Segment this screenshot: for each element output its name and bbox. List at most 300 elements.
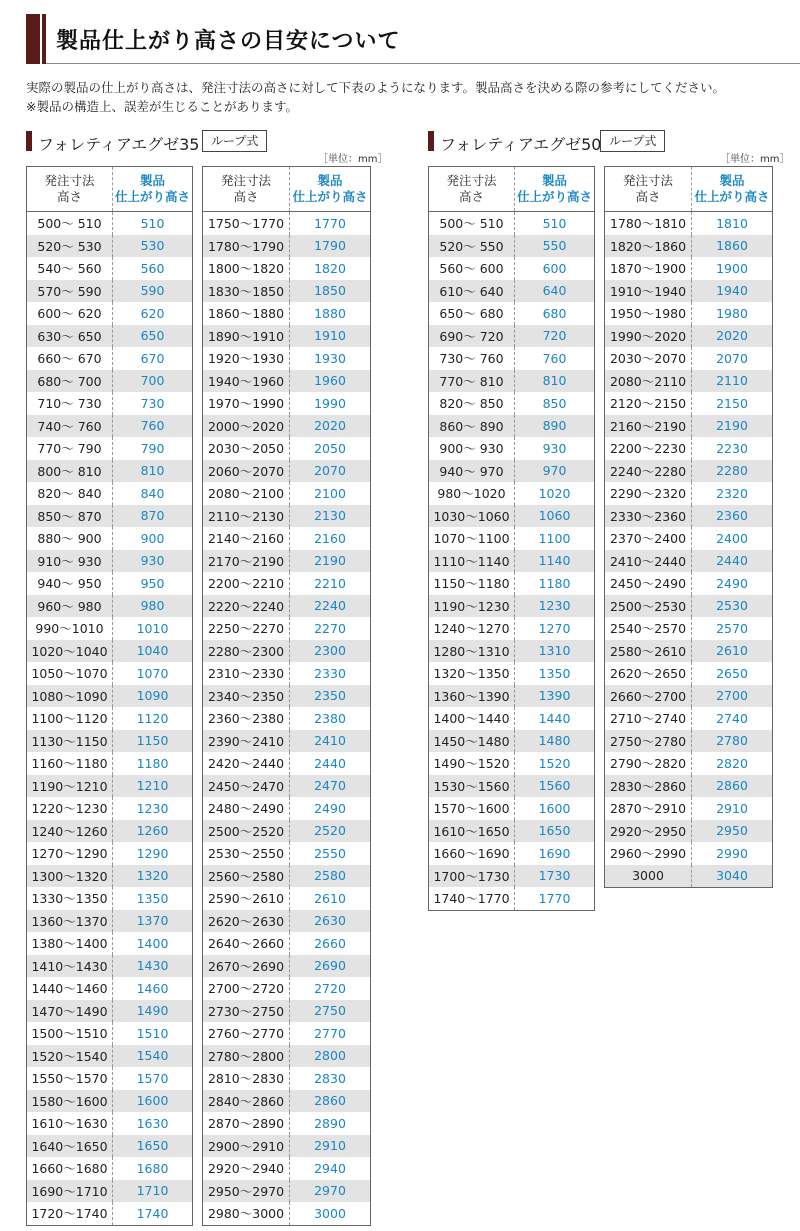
- table-row: [605, 505, 773, 528]
- table-row: [605, 662, 773, 685]
- table-row: [605, 527, 773, 550]
- finished-height-cell: 1180: [136, 755, 169, 771]
- table-row: [27, 482, 193, 505]
- table-row: [203, 482, 371, 505]
- finished-height-cell: 1480: [515, 730, 595, 753]
- order-height-cell: 2420～2440: [203, 752, 290, 775]
- finished-height-cell: 730: [140, 395, 165, 411]
- order-height-cell: 1890～1910: [203, 325, 290, 348]
- finished-height-cell: 1290: [136, 845, 169, 861]
- finished-height-cell: 2150: [716, 395, 748, 411]
- table-row: [27, 415, 193, 438]
- table-row: [27, 257, 193, 280]
- table-row: [27, 932, 193, 955]
- table-row: [605, 752, 773, 775]
- finished-height-cell: 2630: [290, 910, 371, 933]
- table-row: [429, 257, 595, 280]
- order-height-cell: 1530～1560: [429, 775, 515, 798]
- finished-height-cell: 1060: [515, 505, 595, 528]
- finished-height-cell: 2830: [314, 1070, 346, 1086]
- finished-height-cell: 2610: [314, 890, 346, 906]
- finished-height-cell: 1600: [538, 800, 571, 816]
- order-height-cell: 2620～2630: [203, 910, 290, 933]
- table-row: [27, 1000, 193, 1023]
- finished-height-cell: 1860: [692, 235, 773, 258]
- table-row: [27, 1135, 193, 1158]
- table-row: [203, 932, 371, 955]
- table-row: [203, 977, 371, 1000]
- table-row: [27, 865, 193, 888]
- table-row: [429, 617, 595, 640]
- header-text: 仕上がり高さ: [292, 189, 368, 204]
- finished-height-cell: 2800: [290, 1045, 371, 1068]
- finished-height-cell: 2210: [314, 575, 346, 591]
- order-height-cell: 1360～1370: [27, 910, 113, 933]
- finished-height-cell: 2940: [314, 1160, 346, 1176]
- finished-height-cell: 600: [542, 260, 567, 276]
- finished-height-cell: 2400: [716, 530, 748, 546]
- order-height-cell: 2530～2550: [203, 842, 290, 865]
- table-row: [203, 595, 371, 618]
- order-height-cell: 2280～2300: [203, 640, 290, 663]
- order-height-cell: 2200～2210: [203, 572, 290, 595]
- table-row: [203, 1112, 371, 1135]
- order-height-cell: 800～ 810: [27, 460, 113, 483]
- table-row: [605, 415, 773, 438]
- table-row: [203, 887, 371, 910]
- table-row: [27, 640, 193, 663]
- finished-height-cell: 3000: [314, 1205, 346, 1221]
- table-row: [429, 662, 595, 685]
- finished-height-cell: 760: [113, 415, 193, 438]
- height-table: [202, 166, 371, 1226]
- table-row: [605, 775, 773, 798]
- finished-height-cell: 1820: [314, 260, 346, 276]
- order-height-cell: 1990～2020: [605, 325, 692, 348]
- table-row: [27, 572, 193, 595]
- finished-height-cell: 1390: [515, 685, 595, 708]
- table-row: [27, 887, 193, 910]
- page-title: 製品仕上がり高さの目安について: [56, 29, 401, 54]
- finished-height-cell: 2440: [692, 550, 773, 573]
- header-order-height: [203, 167, 290, 212]
- finished-height-cell: 2190: [692, 415, 773, 438]
- header-order-height: [27, 167, 113, 212]
- table-row: [203, 1067, 371, 1090]
- order-height-cell: 710～ 730: [27, 392, 113, 415]
- table-row: [605, 280, 773, 303]
- table-row: [605, 797, 773, 820]
- order-height-cell: 520～ 550: [429, 235, 515, 258]
- order-height-cell: 1220～1230: [27, 797, 113, 820]
- header-text: 製品: [541, 173, 567, 188]
- order-height-cell: 2330～2360: [605, 505, 692, 528]
- header-text: 高さ: [458, 189, 484, 204]
- order-height-cell: 1660～1680: [27, 1157, 113, 1180]
- table-row: [429, 775, 595, 798]
- finished-height-cell: 1150: [113, 730, 193, 753]
- order-height-cell: 2080～2110: [605, 370, 692, 393]
- header-text: 発注寸法: [220, 173, 271, 188]
- order-height-cell: 1720～1740: [27, 1202, 113, 1225]
- table-row: [27, 212, 193, 235]
- finished-height-cell: 1740: [136, 1205, 169, 1221]
- table-row: [605, 730, 773, 753]
- finished-height-cell: 870: [113, 505, 193, 528]
- finished-height-cell: 1790: [290, 235, 371, 258]
- finished-height-cell: 1650: [113, 1135, 193, 1158]
- order-height-cell: 570～ 590: [27, 280, 113, 303]
- finished-height-cell: 1540: [113, 1045, 193, 1068]
- order-height-cell: 1050～1070: [27, 662, 113, 685]
- finished-height-cell: 1010: [136, 620, 169, 636]
- section-title: フォレティアエグゼ50: [440, 135, 602, 154]
- order-height-cell: 820～ 850: [429, 392, 515, 415]
- finished-height-cell: 1880: [314, 305, 346, 321]
- finished-height-cell: 2380: [314, 710, 346, 726]
- table-row: [27, 1202, 193, 1225]
- order-height-cell: 1030～1060: [429, 505, 515, 528]
- table-row: [203, 752, 371, 775]
- table-row: [203, 550, 371, 573]
- finished-height-cell: 2780: [692, 730, 773, 753]
- table-row: [203, 1135, 371, 1158]
- table-row: [429, 302, 595, 325]
- header-finished-height: [290, 167, 371, 212]
- finished-height-cell: 2550: [314, 845, 346, 861]
- order-height-cell: 1320～1350: [429, 662, 515, 685]
- header-order-height: [429, 167, 515, 212]
- order-height-cell: 2540～2570: [605, 617, 692, 640]
- header-text: 高さ: [233, 189, 259, 204]
- order-height-cell: 3000: [605, 865, 692, 888]
- finished-height-cell: 1520: [538, 755, 571, 771]
- finished-height-cell: 2350: [290, 685, 371, 708]
- finished-height-cell: 2280: [692, 460, 773, 483]
- table-row: [203, 1157, 371, 1180]
- order-height-cell: 2790～2820: [605, 752, 692, 775]
- table-row: [27, 280, 193, 303]
- order-height-cell: 880～ 900: [27, 527, 113, 550]
- table-row: [605, 302, 773, 325]
- table-row: [429, 730, 595, 753]
- table-row: [429, 820, 595, 843]
- table-row: [429, 392, 595, 415]
- order-height-cell: 2960～2990: [605, 842, 692, 865]
- finished-height-cell: 1730: [515, 865, 595, 888]
- table-row: [27, 797, 193, 820]
- order-height-cell: 2710～2740: [605, 707, 692, 730]
- finished-height-cell: 2890: [314, 1115, 346, 1131]
- table-row: [429, 752, 595, 775]
- table-row: [27, 370, 193, 393]
- finished-height-cell: 2580: [290, 865, 371, 888]
- table-row: [27, 842, 193, 865]
- table-row: [27, 460, 193, 483]
- order-height-cell: 1470～1490: [27, 1000, 113, 1023]
- table-row: [27, 617, 193, 640]
- table-row: [27, 910, 193, 933]
- order-height-cell: 1400～1440: [429, 707, 515, 730]
- header-order-height: [605, 167, 692, 212]
- finished-height-cell: 670: [140, 350, 165, 366]
- order-height-cell: 2170～2190: [203, 550, 290, 573]
- finished-height-cell: 970: [515, 460, 595, 483]
- header-text: 仕上がり高さ: [694, 189, 770, 204]
- finished-height-cell: 1490: [113, 1000, 193, 1023]
- header-text: 高さ: [635, 189, 661, 204]
- order-height-cell: 1080～1090: [27, 685, 113, 708]
- finished-height-cell: 1940: [692, 280, 773, 303]
- table-row: [429, 640, 595, 663]
- finished-height-cell: 510: [542, 215, 567, 231]
- order-height-cell: 1440～1460: [27, 977, 113, 1000]
- table-row: [203, 1202, 371, 1225]
- order-height-cell: 1240～1260: [27, 820, 113, 843]
- order-height-cell: 1190～1210: [27, 775, 113, 798]
- table-row: [605, 685, 773, 708]
- table-row: [605, 595, 773, 618]
- finished-height-cell: 2230: [716, 440, 748, 456]
- table-row: [27, 955, 193, 978]
- order-height-cell: 1110～1140: [429, 550, 515, 573]
- table-row: [203, 460, 371, 483]
- order-height-cell: 1150～1180: [429, 572, 515, 595]
- finished-height-cell: 1900: [716, 260, 748, 276]
- table-row: [429, 482, 595, 505]
- finished-height-cell: 1370: [113, 910, 193, 933]
- order-height-cell: 1520～1540: [27, 1045, 113, 1068]
- order-height-cell: 610～ 640: [429, 280, 515, 303]
- table-row: [27, 437, 193, 460]
- order-height-cell: 990～1010: [27, 617, 113, 640]
- table-row: [429, 572, 595, 595]
- finished-height-cell: 2240: [290, 595, 371, 618]
- height-table: [604, 166, 773, 888]
- table-row: [203, 437, 371, 460]
- finished-height-cell: 1230: [136, 800, 169, 816]
- finished-height-cell: 1350: [538, 665, 571, 681]
- table-row: [429, 797, 595, 820]
- finished-height-cell: 2330: [314, 665, 346, 681]
- finished-height-cell: 2050: [314, 440, 346, 456]
- finished-height-cell: 2910: [716, 800, 748, 816]
- table-row: [27, 325, 193, 348]
- table-row: [605, 370, 773, 393]
- header-finished-height: [113, 167, 193, 212]
- section-marker: [428, 131, 434, 151]
- order-height-cell: 1410～1430: [27, 955, 113, 978]
- table-row: [429, 460, 595, 483]
- table-row: [605, 212, 773, 235]
- order-height-cell: 680～ 700: [27, 370, 113, 393]
- order-height-cell: 2780～2800: [203, 1045, 290, 1068]
- table-row: [203, 302, 371, 325]
- table-row: [203, 347, 371, 370]
- order-height-cell: 2980～3000: [203, 1202, 290, 1225]
- finished-height-cell: 1310: [515, 640, 595, 663]
- finished-height-cell: 1210: [113, 775, 193, 798]
- finished-height-cell: 2020: [692, 325, 773, 348]
- finished-height-cell: 810: [515, 370, 595, 393]
- finished-height-cell: 640: [515, 280, 595, 303]
- table-row: [203, 775, 371, 798]
- table-row: [605, 820, 773, 843]
- order-height-cell: 2620～2650: [605, 662, 692, 685]
- table-row: [203, 910, 371, 933]
- order-height-cell: 1160～1180: [27, 752, 113, 775]
- finished-height-cell: 950: [140, 575, 165, 591]
- order-height-cell: 2390～2410: [203, 730, 290, 753]
- finished-height-cell: 1260: [113, 820, 193, 843]
- header-text: 製品: [317, 173, 343, 188]
- order-height-cell: 2870～2890: [203, 1112, 290, 1135]
- table-row: [605, 482, 773, 505]
- finished-height-cell: 1140: [515, 550, 595, 573]
- order-height-cell: 1920～1930: [203, 347, 290, 370]
- order-height-cell: 500～ 510: [429, 212, 515, 235]
- finished-height-cell: 680: [542, 305, 567, 321]
- order-height-cell: 2500～2530: [605, 595, 692, 618]
- table-row: [27, 752, 193, 775]
- order-height-cell: 1490～1520: [429, 752, 515, 775]
- order-height-cell: 1780～1810: [605, 212, 692, 235]
- order-height-cell: 1830～1850: [203, 280, 290, 303]
- finished-height-cell: 2910: [290, 1135, 371, 1158]
- finished-height-cell: 2990: [716, 845, 748, 861]
- finished-height-cell: 1090: [113, 685, 193, 708]
- order-height-cell: 1270～1290: [27, 842, 113, 865]
- finished-height-cell: 2740: [716, 710, 748, 726]
- table-row: [605, 617, 773, 640]
- finished-height-cell: 2690: [290, 955, 371, 978]
- table-row: [429, 347, 595, 370]
- order-height-cell: 1100～1120: [27, 707, 113, 730]
- table-row: [203, 842, 371, 865]
- table-row: [27, 1180, 193, 1203]
- order-height-cell: 2080～2100: [203, 482, 290, 505]
- order-height-cell: 2590～2610: [203, 887, 290, 910]
- header-text: 製品: [719, 173, 745, 188]
- finished-height-cell: 1460: [136, 980, 169, 996]
- finished-height-cell: 930: [542, 440, 567, 456]
- finished-height-cell: 1430: [113, 955, 193, 978]
- order-height-cell: 2840～2860: [203, 1090, 290, 1113]
- finished-height-cell: 2530: [692, 595, 773, 618]
- table-row: [27, 347, 193, 370]
- order-height-cell: 860～ 890: [429, 415, 515, 438]
- order-height-cell: 2870～2910: [605, 797, 692, 820]
- finished-height-cell: 2070: [716, 350, 748, 366]
- header-text: 仕上がり高さ: [114, 189, 190, 204]
- finished-height-cell: 2770: [314, 1025, 346, 1041]
- order-height-cell: 2580～2610: [605, 640, 692, 663]
- finished-height-cell: 1350: [136, 890, 169, 906]
- table-row: [429, 842, 595, 865]
- header-finished-height: [515, 167, 595, 212]
- finished-height-cell: 1960: [290, 370, 371, 393]
- order-height-cell: 2560～2580: [203, 865, 290, 888]
- finished-height-cell: 550: [515, 235, 595, 258]
- order-height-cell: 2110～2130: [203, 505, 290, 528]
- table-row: [605, 437, 773, 460]
- finished-height-cell: 2520: [290, 820, 371, 843]
- table-row: [605, 842, 773, 865]
- finished-height-cell: 1850: [290, 280, 371, 303]
- table-row: [27, 595, 193, 618]
- finished-height-cell: 590: [113, 280, 193, 303]
- table-row: [203, 415, 371, 438]
- order-height-cell: 1660～1690: [429, 842, 515, 865]
- table-row: [27, 505, 193, 528]
- header-text: 発注寸法: [622, 173, 673, 188]
- order-height-cell: 2920～2940: [203, 1157, 290, 1180]
- finished-height-cell: 900: [140, 530, 165, 546]
- table-row: [203, 257, 371, 280]
- finished-height-cell: 1630: [136, 1115, 169, 1131]
- order-height-cell: 520～ 530: [27, 235, 113, 258]
- table-row: [27, 1045, 193, 1068]
- finished-height-cell: 2610: [692, 640, 773, 663]
- table-row: [203, 212, 371, 235]
- order-height-cell: 1330～1350: [27, 887, 113, 910]
- finished-height-cell: 810: [113, 460, 193, 483]
- header-accent-bar-thin: [42, 14, 46, 64]
- finished-height-cell: 2190: [290, 550, 371, 573]
- order-height-cell: 1280～1310: [429, 640, 515, 663]
- finished-height-cell: 1040: [113, 640, 193, 663]
- table-row: [429, 527, 595, 550]
- order-height-cell: 1780～1790: [203, 235, 290, 258]
- order-height-cell: 2120～2150: [605, 392, 692, 415]
- order-height-cell: 2640～2660: [203, 932, 290, 955]
- order-height-cell: 2240～2280: [605, 460, 692, 483]
- order-height-cell: 940～ 950: [27, 572, 113, 595]
- order-height-cell: 740～ 760: [27, 415, 113, 438]
- header-text: 製品: [139, 173, 165, 188]
- order-height-cell: 1360～1390: [429, 685, 515, 708]
- order-height-cell: 2750～2780: [605, 730, 692, 753]
- order-height-cell: 1860～1880: [203, 302, 290, 325]
- table-row: [27, 662, 193, 685]
- finished-height-cell: 1120: [136, 710, 169, 726]
- order-height-cell: 1020～1040: [27, 640, 113, 663]
- order-height-cell: 1500～1510: [27, 1022, 113, 1045]
- order-height-cell: 2250～2270: [203, 617, 290, 640]
- finished-height-cell: 1810: [716, 215, 748, 231]
- table-row: [27, 1022, 193, 1045]
- table-row: [203, 280, 371, 303]
- order-height-cell: 1700～1730: [429, 865, 515, 888]
- order-height-cell: 1190～1230: [429, 595, 515, 618]
- order-height-cell: 1610～1630: [27, 1112, 113, 1135]
- table-row: [203, 797, 371, 820]
- order-height-cell: 1870～1900: [605, 257, 692, 280]
- order-height-cell: 2660～2700: [605, 685, 692, 708]
- order-height-cell: 2220～2240: [203, 595, 290, 618]
- table-row: [27, 730, 193, 753]
- order-height-cell: 630～ 650: [27, 325, 113, 348]
- order-height-cell: 1950～1980: [605, 302, 692, 325]
- order-height-cell: 2760～2770: [203, 1022, 290, 1045]
- height-table: [26, 166, 193, 1226]
- header-text: 仕上がり高さ: [516, 189, 592, 204]
- finished-height-cell: 1180: [538, 575, 571, 591]
- order-height-cell: 650～ 680: [429, 302, 515, 325]
- order-height-cell: 1740～1770: [429, 887, 515, 910]
- finished-height-cell: 2410: [290, 730, 371, 753]
- order-height-cell: 910～ 930: [27, 550, 113, 573]
